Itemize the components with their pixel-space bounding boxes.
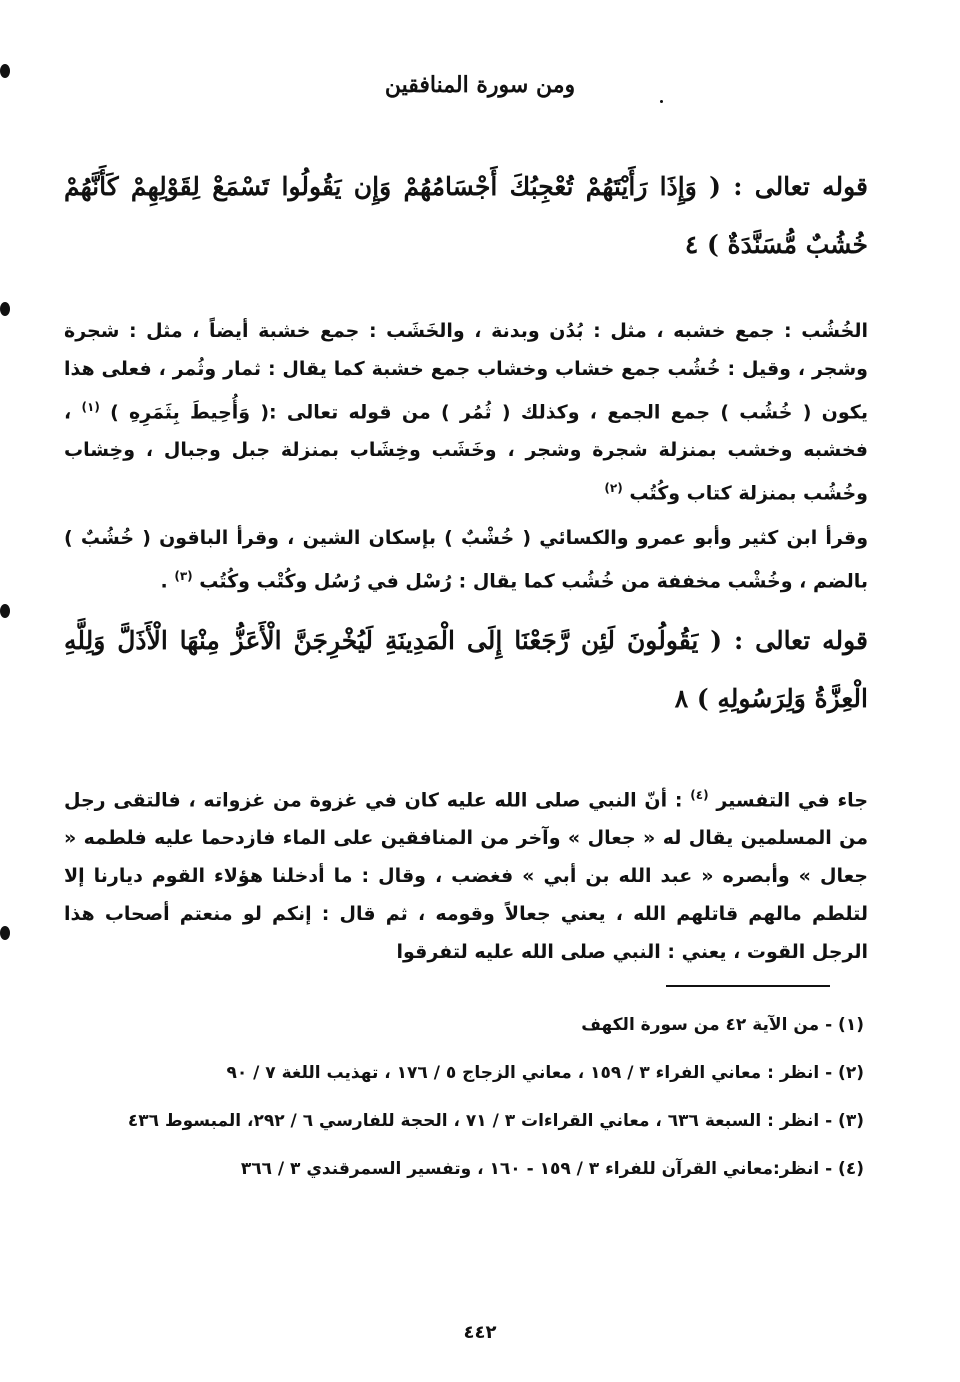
commentary-block-1 — [64, 312, 868, 606]
footnote-3: (٣) - انظر : السبعة ٦٣٦ ، معاني القراءات ٣ / ٧١ ، الحجة للفارسي ٦ / ٢٩٢، المبسوط ٤٣٦ — [127, 1111, 864, 1131]
scan-binding-mark — [0, 302, 10, 316]
scan-speck — [660, 100, 663, 103]
paragraph-3-text-b: : أنّ النبي صلى الله عليه كان في غزوة من غزواته ، فالتقى رجل من المسلمين يقال له « جعال » وآخر من المنافقين على الماء فازدحما عليه فلطمه « جعال » وأبصره « عبد الله بن أبي » فغضب ، وقال : ما أدخلنا هؤلاء القوم ديارنا إلا لتلطم مالهم قاتلهم الله ، يعني جعالاً وقومه ، ثم قال : إنكم لو منعتم أصحاب هذا الرجل القوت ، يعني : النبي صلى الله عليه لتفرقوا — [64, 789, 868, 964]
footnote-1: (١) - من الآية ٤٢ من سورة الكهف — [581, 1015, 864, 1035]
footnote-marker-4: (٤) — [690, 788, 709, 802]
paragraph-1-text-a: الخُشُب : جمع خشبه ، مثل : بُدُن وبدنة ، والخَشَب : جمع خشبة أيضاً ، مثل : شجرة وشجر ، وقيل : خُشُب جمع خشاب وخشاب جمع خشبة كما يقال : ثمار وثُمر ، فعلى هذا يكون ( خُشُب ) جمع الجمع ، وكذلك ( ثُمُر ) من قوله تعالى :( وَأُحِيطَ بِثَمَرِهِ ) — [64, 320, 868, 424]
footnote-marker-1: (١) — [81, 400, 100, 414]
footnote-marker-2: (٢) — [604, 481, 623, 496]
paragraph-2 — [64, 519, 868, 600]
scan-binding-mark — [0, 926, 10, 940]
footnotes-list — [120, 1005, 864, 1197]
paragraph-2-text-a: وقرأ ابن كثير وأبو عمرو والكسائي ( خُشْبٌ ) بإسكان الشين ، وقرأ الباقون ( خُشُبٌ ) بالضم ، وخُشْب مخففة من خُشُب كما يقال : رُسْل في رُسُل وكُتْب وكُتُب — [64, 526, 868, 592]
footnote-divider — [666, 985, 830, 987]
scan-binding-mark — [0, 604, 10, 618]
verse-block-1: قوله تعالى : ( وَإِذَا رَأَيْتَهُمْ تُعْجِبُكَ أَجْسَامُهُمْ وَإِن يَقُولُوا تَسْمَعْ لِقَوْلِهِمْ كَأَنَّهُمْ خُشُبٌ مُّسَنَّدَةٌ ) ٤ — [64, 172, 868, 259]
paragraph-3 — [64, 776, 868, 971]
page-number: ٤٤٢ — [463, 1322, 497, 1343]
commentary-block-2 — [64, 776, 868, 977]
paragraph-1 — [64, 312, 868, 513]
paragraph-3-text-a: جاء في التفسير — [716, 789, 869, 812]
page-header: ومن سورة المنافقين — [384, 72, 576, 98]
verse-block-2: قوله تعالى : ( يَقُولُونَ لَئِن رَّجَعْنَا إِلَى الْمَدِينَةِ لَيُخْرِجَنَّ الْأَعَزُّ مِنْهَا الْأَذَلَّ وَلِلَّهِ الْعِزَّةُ وَلِرَسُولِهِ ) ٨ — [64, 626, 868, 713]
scan-binding-mark — [0, 64, 10, 78]
footnote-marker-3: (٣) — [174, 568, 193, 583]
footnote-2: (٢) - انظر : معاني الفراء ٣ / ١٥٩ ، معاني الزجاج ٥ / ١٧٦ ، تهذيب اللغة ٧ / ٩٠ — [226, 1063, 864, 1083]
footnote-4: (٤) - انظر:معاني القرآن للفراء ٣ / ١٥٩ - ١٦٠ ، وتفسير السمرقندي ٣ / ٣٦٦ — [240, 1159, 864, 1179]
paragraph-1-text-b: ، فخشبه وخشب بمنزلة شجرة وشجر ، وخَشَب وخِشَاب بمنزلة جبل وجبال ، وخِشاب وخُشُب بمنزلة كتاب وكُتُب — [64, 401, 868, 505]
paragraph-2-text-b: . — [160, 569, 168, 592]
